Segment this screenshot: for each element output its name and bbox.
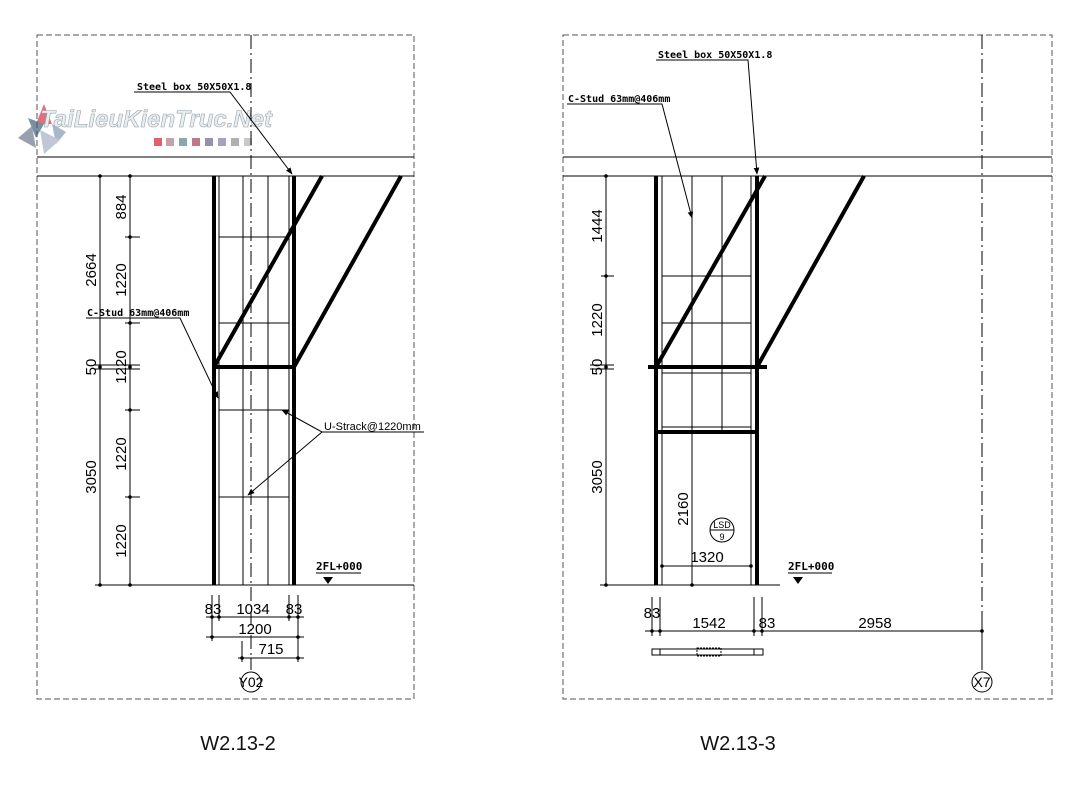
dim-83: 83	[204, 601, 222, 618]
dim-50: 50	[83, 358, 100, 376]
watermark-text: TaiLieuKienTruc.Net	[40, 106, 273, 133]
door-tag-number: 9	[719, 532, 725, 542]
dim-1200: 1200	[238, 621, 272, 638]
ceiling-line	[37, 157, 414, 176]
watermark-swatches	[154, 138, 252, 146]
level-marker	[316, 573, 361, 584]
drawing-frame	[563, 35, 1052, 699]
wall-frame	[648, 176, 767, 585]
dim-1220: 1220	[113, 437, 130, 471]
grid-label: X7	[973, 674, 991, 690]
dim-83: 83	[643, 605, 661, 622]
level-label: 2FL+000	[316, 560, 363, 573]
dim-83: 83	[758, 615, 776, 632]
level-marker	[788, 573, 832, 584]
dim-1034: 1034	[236, 601, 270, 618]
dim-1542: 1542	[692, 615, 726, 632]
note-c-stud: C-Stud 63mm@406mm	[87, 308, 190, 319]
dim-1220: 1220	[589, 303, 606, 337]
dim-715: 715	[258, 641, 284, 658]
level-label: 2FL+000	[788, 560, 835, 573]
detail-caption: W2.13-2	[200, 733, 276, 755]
dim-1444: 1444	[589, 209, 606, 243]
horizontal-dimension-lines	[645, 597, 982, 670]
detail-caption: W2.13-3	[700, 733, 776, 755]
wall-frame	[214, 176, 294, 585]
plan-section-strip	[652, 648, 763, 656]
diagonal-braces	[656, 176, 864, 367]
watermark	[18, 104, 273, 154]
dim-2958: 2958	[858, 615, 892, 632]
dim-50: 50	[589, 358, 606, 376]
diagonal-braces	[214, 176, 401, 367]
dim-2664: 2664	[83, 253, 100, 287]
note-u-track: U-Strack@1220mm	[324, 421, 421, 433]
dim-884: 884	[113, 194, 130, 220]
ceiling-line	[563, 157, 1052, 176]
dim-3050: 3050	[589, 460, 606, 494]
note-steel-box: Steel box 50X50X1.8	[137, 82, 252, 93]
note-steel-box: Steel box 50X50X1.8	[658, 50, 773, 61]
dim-83: 83	[285, 601, 303, 618]
dim-1220: 1220	[113, 350, 130, 384]
grid-label: Y02	[238, 674, 264, 690]
dim-1320: 1320	[690, 549, 724, 566]
detail-w2-13-2	[37, 35, 424, 755]
detail-w2-13-3	[563, 35, 1052, 755]
dim-1220: 1220	[113, 524, 130, 558]
dim-3050: 3050	[83, 460, 100, 494]
dim-1220: 1220	[113, 263, 130, 297]
note-c-stud: C-Stud 63mm@406mm	[568, 94, 671, 105]
dim-2160: 2160	[675, 492, 692, 526]
door-tag-type: LSD	[713, 520, 731, 530]
